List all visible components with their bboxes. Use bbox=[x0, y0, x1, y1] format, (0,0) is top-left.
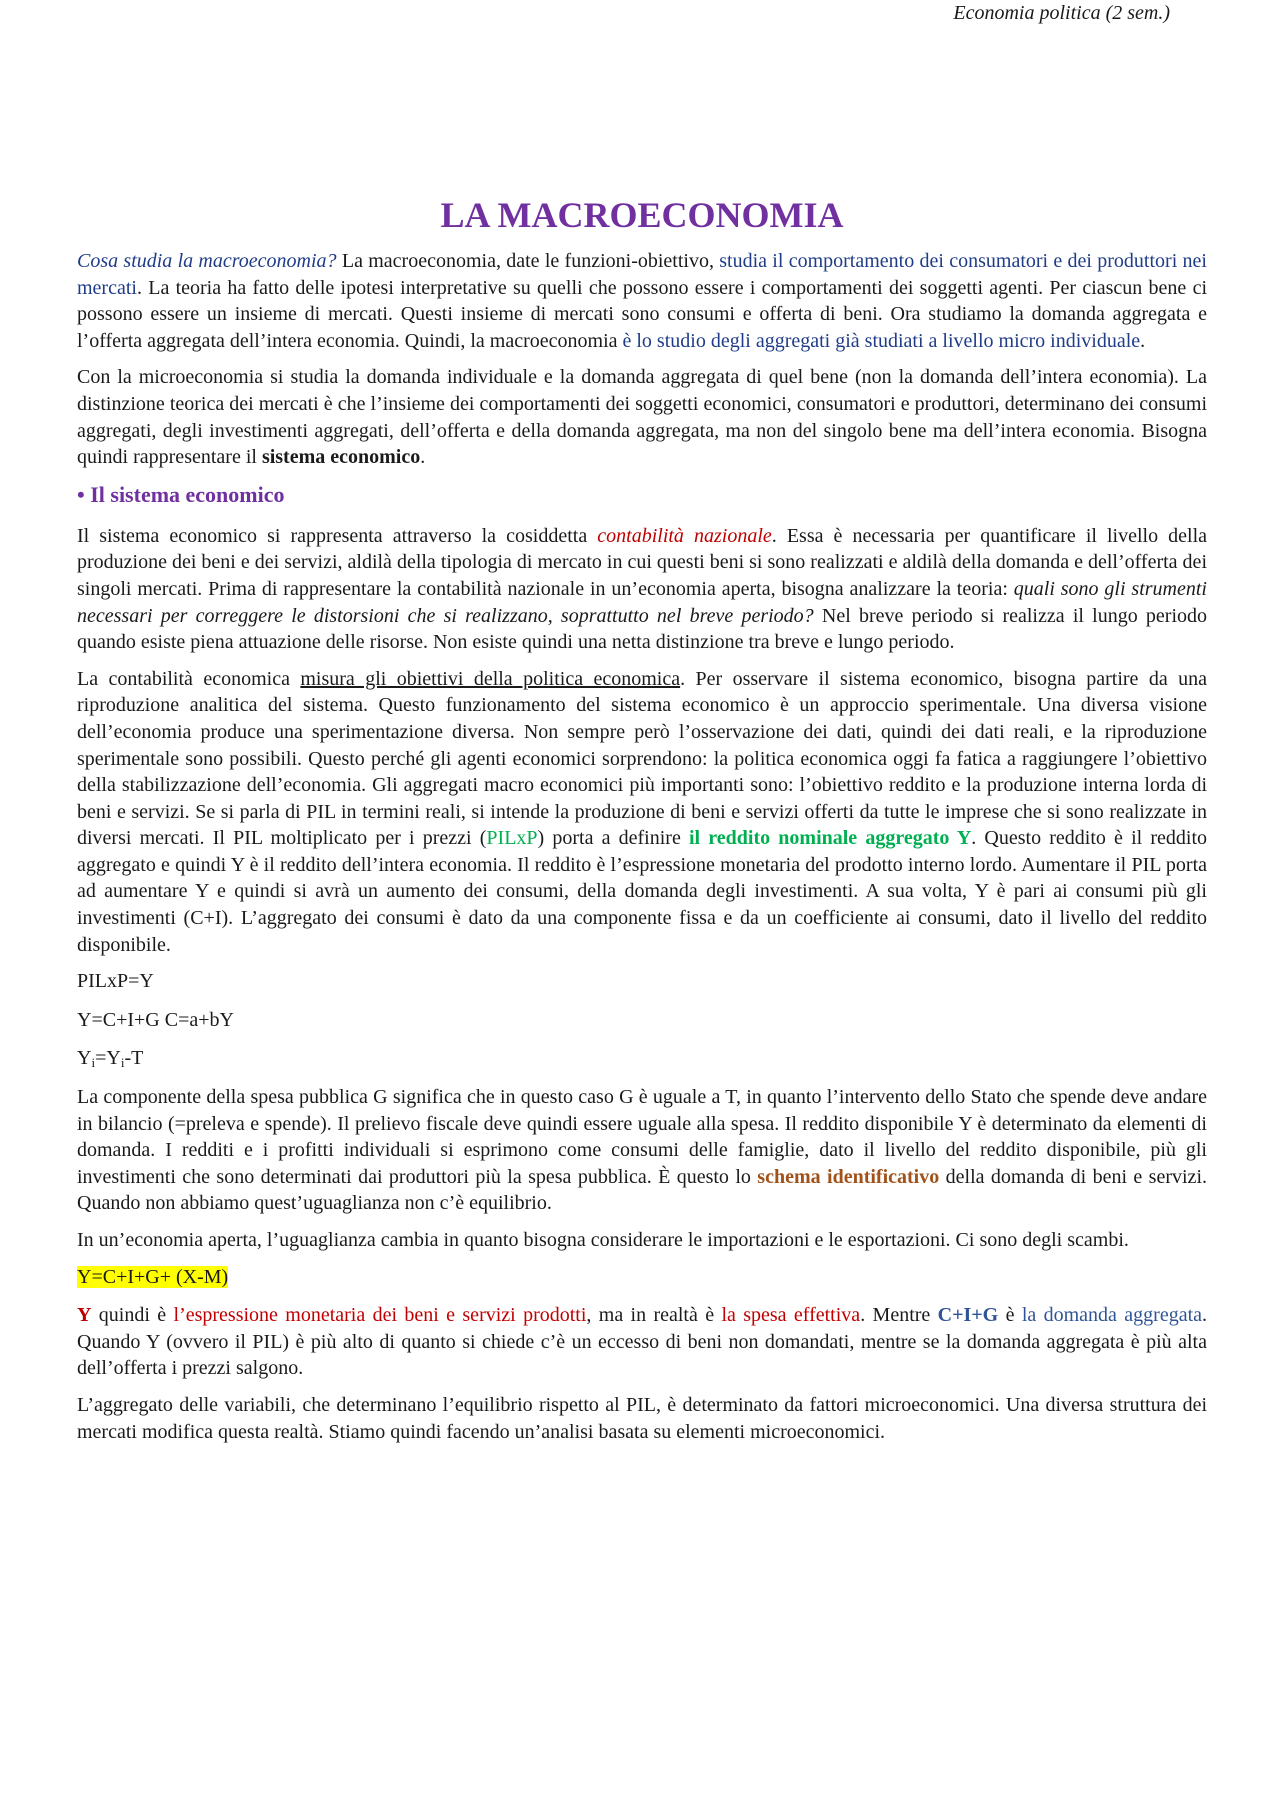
highlighted-formula: Y=C+I+G+ (X-M) bbox=[77, 1265, 229, 1288]
highlight-text: è lo studio degli aggregati già studiati a livello micro individuale bbox=[622, 329, 1141, 352]
section-heading: • Il sistema economico bbox=[77, 481, 285, 507]
formula-consumi: Y=C+I+G C=a+bY bbox=[77, 1008, 234, 1031]
bold-term: sistema economico bbox=[261, 446, 421, 469]
paragraph-y: Y quindi è l’espressione monetaria dei beni e servizi prodotti, ma in realtà è la spesa effettiva. Mentre C+I+G è la domanda aggregata. Quando Y (ovvero il PIL) è più alto di quanto si chiede c’è un eccesso di beni non domandati, mentre se la domanda aggregata è più alta dell’offerta i prezzi salgono. bbox=[77, 1304, 1208, 1380]
highlight-text: PILxP bbox=[486, 827, 538, 850]
running-header: Economia politica (2 sem.) bbox=[953, 2, 1170, 24]
question-text: Cosa studia la macroeconomia? bbox=[77, 250, 337, 272]
bold-term: C+I+G bbox=[937, 1304, 999, 1327]
paragraph-economia-aperta: In un’economia aperta, l’uguaglianza cambia in quanto bisogna considerare le importazioni e le esportazioni. Ci sono degli scambi. bbox=[77, 1229, 1129, 1251]
highlight-text: l’espressione monetaria dei beni e servizi prodotti bbox=[173, 1304, 587, 1327]
paragraph-contabilita: La contabilità economica misura gli obiettivi della politica economica. Per osservare il sistema economico, bisogna partire da una riproduzione analitica del sistema. Questo funzionamento del sistema economico è un approccio sperimentale. Una diversa visione dell’economia produce una sperimentazione diversa. Non sempre però l’osservazione dei dati, quindi dei dati reali, e la riproduzione sperimentale sono possibili. Questo perché gli agenti economici sorprendono: la politica economica oggi fa fatica a raggiungere l’obiettivo della stabilizzazione dell’economia. Gli aggregati macro economici più importanti sono: l’obiettivo reddito e la produzione interna lorda di beni e servizi. Se si parla di PIL in termini reali, si intende la produzione di beni e servizi offerti da tutte le imprese che si sono realizzate in diversi mercati. Il PIL moltiplicato per i prezzi (PILxP) porta a definire il reddito nominale aggregato Y. Questo reddito è il reddito aggregato e quindi Y è il reddito dell’intera economia. Il reddito è l’espressione monetaria del prodotto interno lordo. Aumentare il PIL porta ad aumentare Y e quindi si avrà un aumento dei consumi, della domanda degli investimenti. A sua volta, Y è pari ai consumi più gli investimenti (C+I). L’aggregato dei consumi è dato da una componente fissa e da un coefficiente ai consumi, dato il livello del reddito disponibile. bbox=[77, 667, 1208, 956]
paragraph-sistema: Il sistema economico si rappresenta attraverso la cosiddetta contabilità nazionale. Essa è necessaria per quantificare il livello della produzione dei beni e dei servizi, aldilà della tipologia di mercato in cui questi beni si sono realizzati e aldilà della domanda e dell’offerta dei singoli mercati. Prima di rappresentare la contabilità nazionale in un’economia aperta, bisogna analizzare la teoria: quali sono gli strumenti necessari per correggere le distorsioni che si realizzano, soprattutto nel breve periodo? Nel breve periodo si realizza il lungo periodo quando esiste piena attuazione delle risorse. Non esiste quindi una netta distinzione tra breve e lungo periodo. bbox=[77, 524, 1208, 654]
highlight-text: studia il comportamento dei consumatori e dei produttori nei mercati bbox=[77, 250, 1207, 299]
formula-reddito-disponibile: $Y_i=Y_i-T$ bbox=[77, 1047, 144, 1071]
paragraph-spesa-pubblica: La componente della spesa pubblica G significa che in questo caso G è uguale a T, in quanto l’intervento dello Stato che spende deve andare in bilancio (=preleva e spende). Il prelievo fiscale deve quindi essere uguale alla spesa. Il reddito disponibile Y è determinato da elementi di domanda. I redditi e i profitti individuali si esprimono come consumi delle famiglie, dato il livello del reddito disponibile, più gli investimenti che sono determinati dai produttori più la spesa pubblica. È questo lo schema identificativo della domanda di beni e servizi. Quando non abbiamo quest’uguaglianza non c’è equilibrio. bbox=[77, 1086, 1207, 1215]
bold-term: Y bbox=[77, 1304, 92, 1327]
document-body bbox=[77, 194, 1207, 1455]
paragraph-micro: Con la microeconomia si studia la domanda individuale e la domanda aggregata di quel bene (non la domanda dell’intera economia). La distinzione teorica dei mercati è che l’insieme dei comportamenti dei soggetti economici, consumatori e produttori, determinano dei consumi aggregati, degli investimenti aggregati, dell’offerta e della domanda aggregata, ma non del singolo bene ma dell’intera economia. Bisogna quindi rappresentare il sistema economico. bbox=[77, 366, 1207, 469]
page-title: LA MACROECONOMIA bbox=[440, 195, 844, 235]
paragraph-conclusione: L’aggregato delle variabili, che determinano l’equilibrio rispetto al PIL, è determinato da fattori microeconomici. Una diversa struttura dei mercati modifica questa realtà. Stiamo quindi facendo un’analisi basata su elementi microeconomici. bbox=[77, 1393, 1207, 1443]
highlight-text: la domanda aggregata bbox=[1021, 1304, 1203, 1327]
paragraph-intro: Cosa studia la macroeconomia? La macroeconomia, date le funzioni-obiettivo, studia il comportamento dei consumatori e dei produttori nei mercati. La teoria ha fatto delle ipotesi interpretative su quelli che possono essere i comportamenti dei soggetti agenti. Per ciascun bene ci possono essere un insieme di mercati. Questi insieme di mercati sono consumi e offerta di beni. Ora studiamo la domanda aggregata e l’offerta aggregata dell’intera economia. Quindi, la macroeconomia è lo studio degli aggregati già studiati a livello micro individuale. bbox=[77, 250, 1207, 352]
underlined-text: misura gli obiettivi della politica economica bbox=[300, 667, 681, 690]
highlight-text: la spesa effettiva bbox=[721, 1304, 861, 1327]
formula-economia-aperta bbox=[77, 1264, 1207, 1291]
highlight-text: contabilità nazionale bbox=[597, 524, 772, 547]
formula-pil: PILxP=Y bbox=[77, 970, 154, 993]
highlight-text: schema identificativo bbox=[757, 1165, 940, 1188]
highlight-text: il reddito nominale aggregato Y bbox=[689, 827, 972, 850]
bullet-icon: • bbox=[77, 481, 85, 507]
italic-question: quali sono gli strumenti necessari per correggere le distorsioni che si realizzano, soprattutto nel breve periodo? bbox=[77, 577, 1207, 627]
